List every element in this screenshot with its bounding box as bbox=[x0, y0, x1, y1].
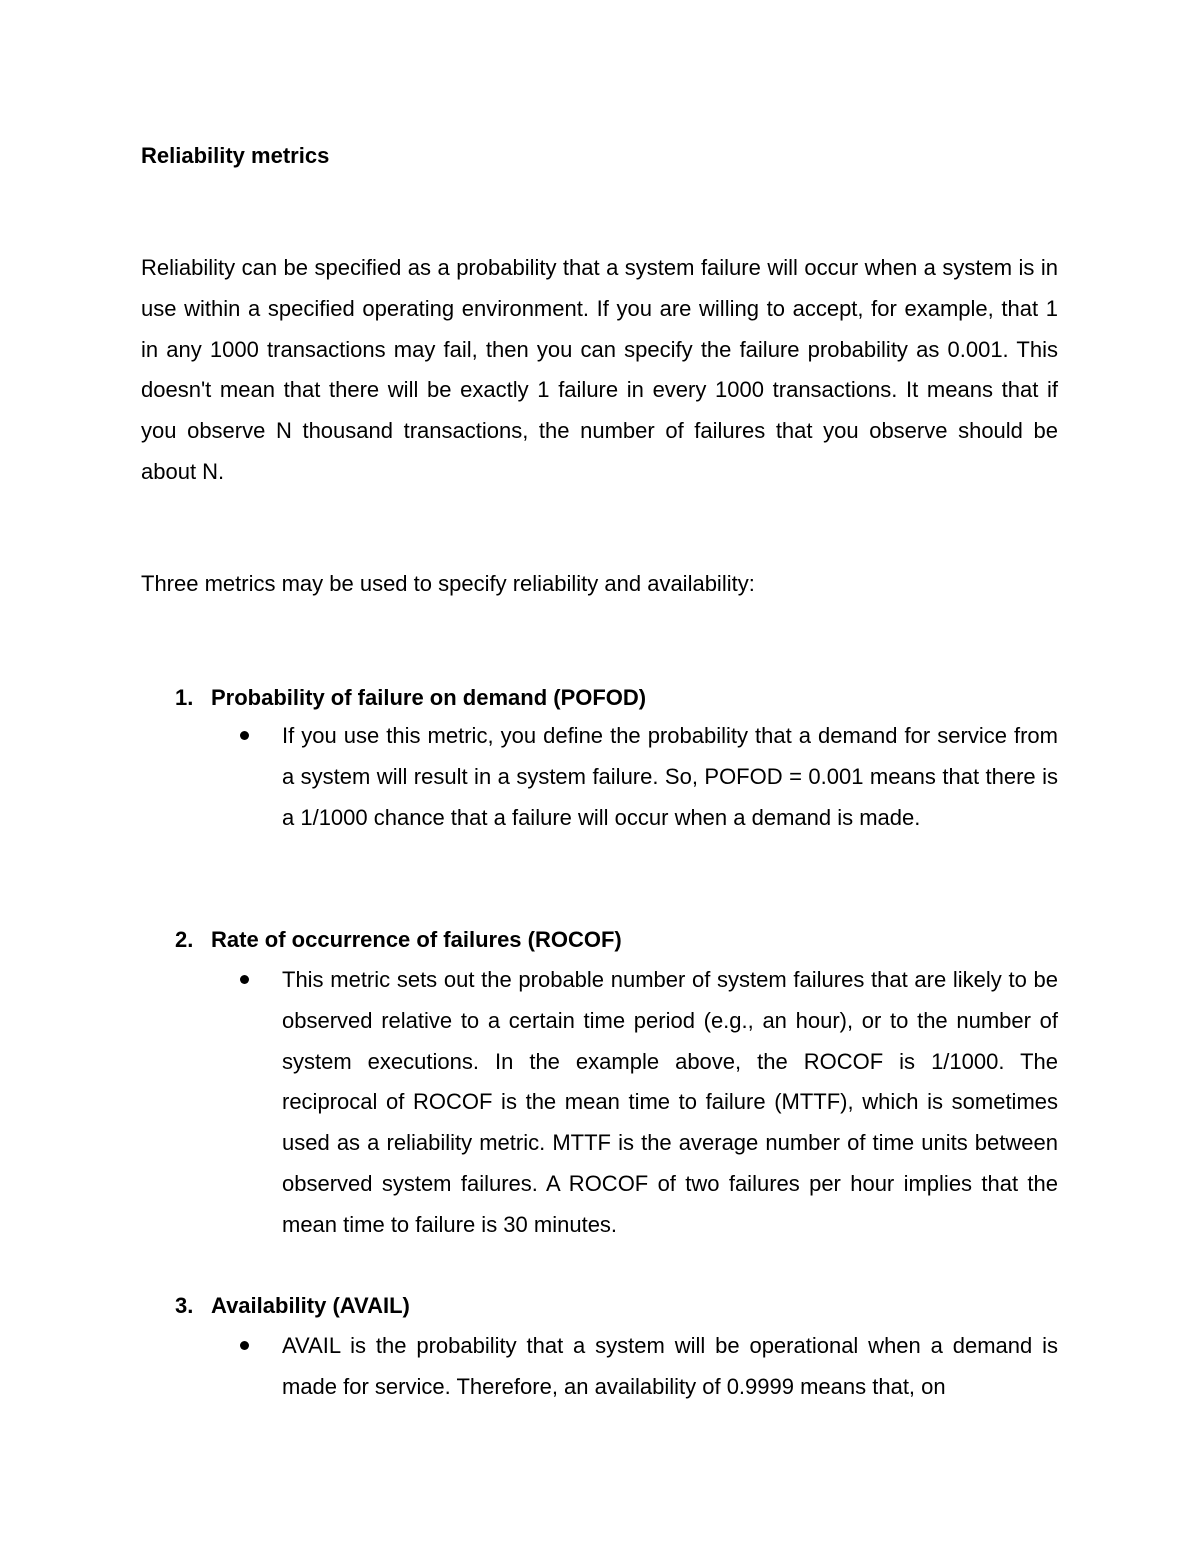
list-item-bullet-text: This metric sets out the probable number of system failures that are likely to be observed relative to a certain time period (e.g., an hour), or to the number of system executions. In the example above, the ROCOF is 1/1000. The reciprocal of ROCOF is the mean time to failure (MTTF), which is sometimes used as a reliability metric. MTTF is the average number of time units between observed system failures. A ROCOF of two failures per hour implies that the mean time to failure is 30 minutes. bbox=[282, 967, 1058, 1237]
list-item-heading-avail bbox=[175, 1292, 410, 1320]
list-item-title: Availability (AVAIL) bbox=[211, 1293, 410, 1318]
list-item-bullet-text: If you use this metric, you define the probability that a demand for service from a system will result in a system failure. So, POFOD = 0.001 means that there is a 1/1000 chance that a failure will occur when a demand is made. bbox=[282, 723, 1058, 830]
list-item-title: Probability of failure on demand (POFOD) bbox=[211, 685, 647, 710]
intro-paragraph: Reliability can be specified as a probability that a system failure will occur when a system is in use within a specified operating environment. If you are willing to accept, for example, that 1 in any 1000 transactions may fail, then you can specify the failure probability as 0.001. This doesn't mean that there will be exactly 1 failure in every 1000 transactions. It means that if you observe N thousand transactions, the number of failures that you observe should be about N. bbox=[141, 255, 1058, 484]
list-item-heading-pofod bbox=[175, 684, 646, 712]
bullet-icon bbox=[240, 716, 260, 757]
list-item-heading-rocof bbox=[175, 926, 622, 954]
list-item-number: 3. bbox=[175, 1293, 194, 1318]
list-item-number: 2. bbox=[175, 927, 194, 952]
list-item-title: Rate of occurrence of failures (ROCOF) bbox=[211, 927, 622, 952]
document-title: Reliability metrics bbox=[141, 143, 330, 168]
list-item-number: 1. bbox=[175, 685, 194, 710]
bullet-icon bbox=[240, 960, 260, 1001]
bullet-icon bbox=[240, 1326, 260, 1367]
lead-paragraph: Three metrics may be used to specify reliability and availability: bbox=[141, 571, 755, 596]
list-item-bullet-text: AVAIL is the probability that a system will be operational when a demand is made for service. Therefore, an availability of 0.9999 means that, on bbox=[282, 1333, 1058, 1399]
